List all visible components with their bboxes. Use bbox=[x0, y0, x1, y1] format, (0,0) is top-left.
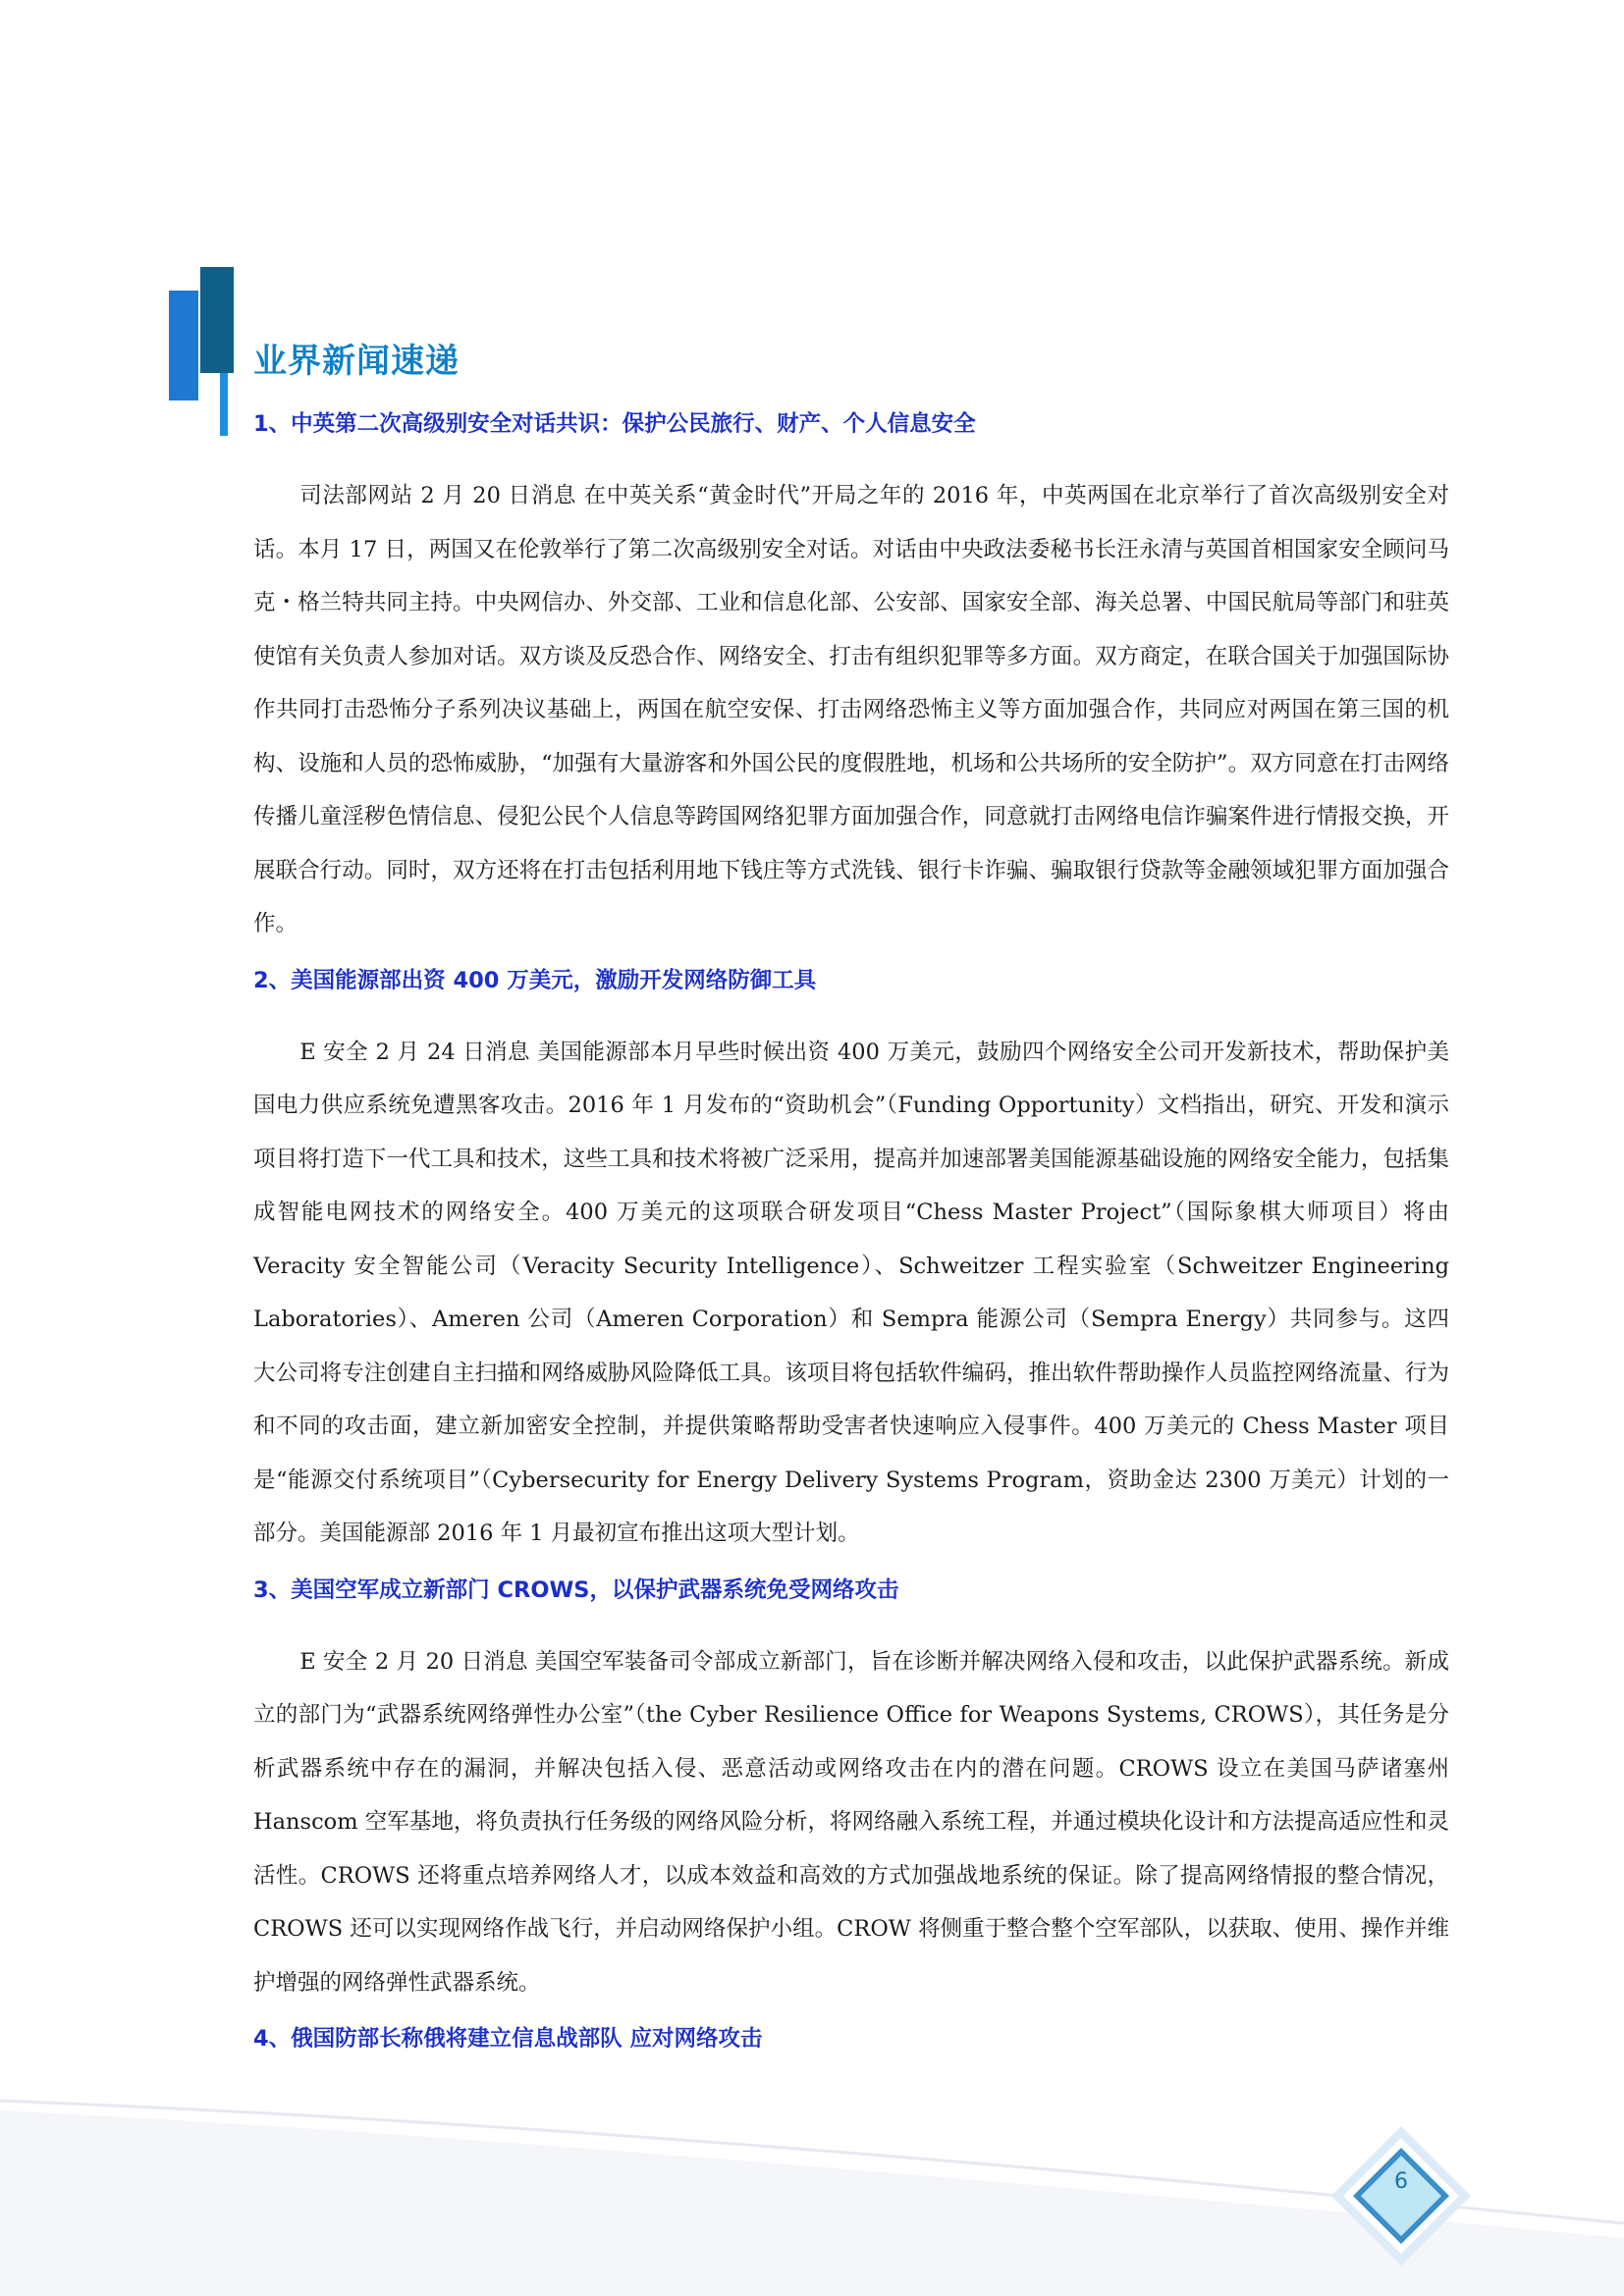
article-body: E 安全 2 月 24 日消息 美国能源部本月早些时候出资 400 万美元，鼓励四个网络安全公司开发新技术，帮助保护美国电力供应系统免遭黑客攻击。2016 年 1 月发布的“资助机会”（Funding Opportunity）文档指出，研究、开发和演示项目将打造下一代工具和技术，这些工具和技术将被广泛采用，提高并加速部署美国能源基础设施的网络安全能力，包括集成智能电网技术的网络安全。400 万美元的这项联合研发项目“Chess Master Project”（国际象棋大师项目）将由 Veracity 安全智能公司（Veracity Security Intelligence）、Schweitzer 工程实验室（Schweitzer Engineering Laboratories）、Ameren 公司（Ameren Corporation）和 Sempra 能源公司（Sempra Energy）共同参与。这四大公司将专注创建自主扫描和网络威胁风险降低工具。该项目将包括软件编码，推出软件帮助操作人员监控网络流量、行为和不同的攻击面，建立新加密安全控制，并提供策略帮助受害者快速响应入侵事件。400 万美元的 Chess Master 项目是“能源交付系统项目”（Cybersecurity for Energy Delivery Systems Program，资助金达 2300 万美元）计划的一部分。美国能源部 2016 年 1 月最初宣布推出这项大型计划。 bbox=[253, 1039, 1449, 1546]
article-heading: 3、美国空军成立新部门 CROWS，以保护武器系统免受网络攻击 bbox=[253, 1576, 899, 1603]
news-article bbox=[253, 1571, 1449, 2010]
article-body: 司法部网站 2 月 20 日消息 在中英关系“黄金时代”开局之年的 2016 年，中英两国在北京举行了首次高级别安全对话。本月 17 日，两国又在伦敦举行了第二次高级别安全对话。对话由中央政法委秘书长汪永清与英国首相国家安全顾问马克・格兰特共同主持。中央网信办、外交部、工业和信息化部、公安部、国家安全部、海关总署、中国民航局等部门和驻英使馆有关负责人参加对话。双方谈及反恐合作、网络安全、打击有组织犯罪等多方面。双方商定，在联合国关于加强国际协作共同打击恐怖分子系列决议基础上，两国在航空安保、打击网络恐怖主义等方面加强合作，共同应对两国在第三国的机构、设施和人员的恐怖威胁，“加强有大量游客和外国公民的度假胜地，机场和公共场所的安全防护”。双方同意在打击网络传播儿童淫秽色情信息、侵犯公民个人信息等跨国网络犯罪方面加强合作，同意就打击网络电信诈骗案件进行情报交换，开展联合行动。同时，双方还将在打击包括利用地下钱庄等方式洗钱、银行卡诈骗、骗取银行贷款等金融领域犯罪方面加强合作。 bbox=[253, 483, 1449, 936]
page-badge-diamond-icon bbox=[1327, 2122, 1475, 2269]
news-article bbox=[253, 961, 1449, 1561]
title-accent-bar-thin bbox=[220, 373, 228, 436]
page-number: 6 bbox=[1394, 2169, 1408, 2194]
article-body: E 安全 2 月 20 日消息 美国空军装备司令部成立新部门，旨在诊断并解决网络入侵和攻击，以此保护武器系统。新成立的部门为“武器系统网络弹性办公室”（the Cyber Resilience Office for Weapons Systems, CROWS），其任务是分析武器系统中存在的漏洞，并解决包括入侵、恶意活动或网络攻击在内的潜在问题。CROWS 设立在美国马萨诸塞州 Hanscom 空军基地，将负责执行任务级的网络风险分析，将网络融入系统工程，并通过模块化设计和方法提高适应性和灵活性。CROWS 还将重点培养网络人才，以成本效益和高效的方式加强战地系统的保证。除了提高网络情报的整合情况，CROWS 还可以实现网络作战飞行，并启动网络保护小组。CROW 将侧重于整合整个空军部队，以获取、使用、操作并维护增强的网络弹性武器系统。 bbox=[253, 1648, 1449, 1996]
article-heading: 4、俄国防部长称俄将建立信息战部队 应对网络攻击 bbox=[253, 2026, 763, 2052]
news-content bbox=[253, 404, 1449, 2084]
news-article bbox=[253, 2019, 1449, 2058]
title-accent-bar-light bbox=[169, 291, 198, 400]
article-heading: 1、中英第二次高级别安全对话共识：保护公民旅行、财产、个人信息安全 bbox=[253, 411, 976, 437]
title-accent-bar-dark bbox=[200, 267, 234, 373]
article-heading: 2、美国能源部出资 400 万美元，激励开发网络防御工具 bbox=[253, 967, 817, 993]
section-title: 业界新闻速递 bbox=[253, 342, 460, 381]
news-article bbox=[253, 404, 1449, 951]
